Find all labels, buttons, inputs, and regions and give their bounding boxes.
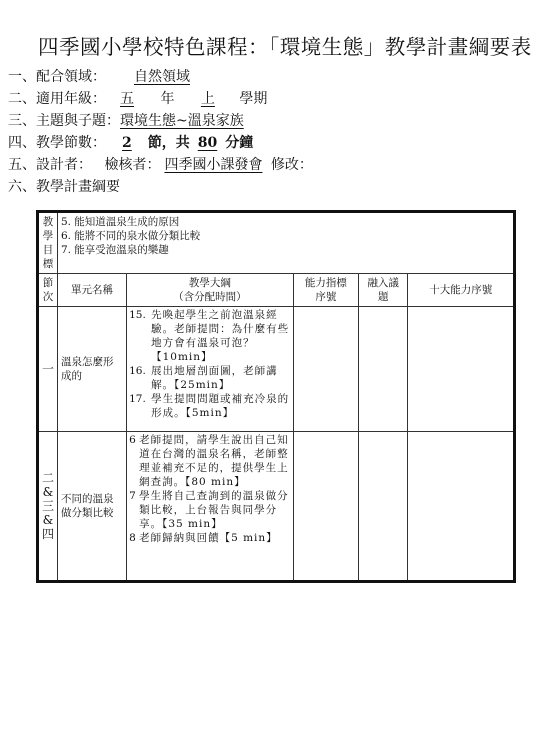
- header-integrate-line2: 題: [377, 291, 389, 303]
- info-domain: [8, 68, 218, 86]
- header-ten-abilities: 十大能力序號: [408, 274, 515, 307]
- header-session-char: 節: [42, 277, 54, 289]
- term-word: 學期: [239, 91, 268, 107]
- outline-cell: [127, 432, 294, 582]
- item-text: 老師提問，請學生說出自己知道在台灣的溫泉名稱，老師整理並補充不足的，提供學生上網查詢。【80 min】: [139, 434, 289, 488]
- item-number: 16.: [129, 365, 146, 377]
- grade-value: 五: [120, 91, 134, 107]
- info-outline-heading: [8, 178, 120, 196]
- session-char: &: [42, 485, 54, 499]
- table-row: [38, 432, 515, 582]
- outline-item: [129, 433, 291, 489]
- item-number: 7: [129, 490, 136, 502]
- session-char: 二: [41, 471, 54, 485]
- header-integrate: [358, 274, 407, 307]
- header-unit: 單元名稱: [57, 274, 126, 307]
- header-ability-line2: 序號: [315, 291, 337, 303]
- ability-cell: [293, 307, 358, 432]
- info-grade: [8, 90, 267, 108]
- reviewer-value: 四季國小課發會: [164, 157, 263, 173]
- goal-header-char: 目: [42, 244, 54, 256]
- session-char: 四: [41, 527, 54, 541]
- info-theme: [8, 112, 244, 130]
- item-text: 展出地層剖面圖，老師講解。【25min】: [151, 365, 278, 391]
- item-number: 15.: [129, 309, 146, 321]
- session-char: &: [42, 513, 54, 527]
- item-number: 6: [129, 434, 136, 446]
- outline-item: [129, 392, 291, 420]
- goal-item: 6. 能將不同的泉水做分類比較: [60, 230, 201, 242]
- header-outline-line1: 教學大綱: [188, 277, 231, 289]
- header-row: [38, 274, 515, 307]
- outline-heading-text: 六、教學計畫綱要: [8, 179, 120, 195]
- goal-header-char: 標: [42, 258, 54, 270]
- sessions-label: 四、教學節數：: [8, 135, 106, 151]
- total-minutes: 80: [197, 135, 218, 151]
- modify-label: 修改：: [270, 157, 313, 173]
- integrate-cell: [358, 307, 407, 432]
- item-text: 老師歸納與回饋【5 min】: [139, 532, 278, 544]
- plan-table: [36, 210, 516, 583]
- item-text: 學生提問問題或補充冷泉的形成。【5min】: [151, 393, 290, 419]
- info-sessions: [8, 134, 253, 152]
- header-ability-line1: 能力指標: [304, 277, 347, 289]
- header-session-char: 次: [42, 291, 54, 303]
- header-session: [38, 274, 58, 307]
- domain-label: 一、配合領域：: [8, 69, 106, 85]
- item-text: 學生將自己查詢到的溫泉做分類比較，上台報告與同學分享。【35 min】: [139, 490, 289, 530]
- domain-value: 自然領域: [134, 69, 190, 85]
- theme-value: 環境生態~溫泉家族: [120, 113, 244, 129]
- header-outline: [127, 274, 294, 307]
- goal-item: 7. 能享受泡溫泉的樂趣: [60, 244, 169, 256]
- item-text: 先喚起學生之前泡溫泉經驗。老師提問：為什麼有些地方會有溫泉可泡？【10min】: [151, 309, 290, 363]
- goals-row: [38, 212, 515, 274]
- table-row: [38, 307, 515, 432]
- ten-abilities-cell: [408, 307, 515, 432]
- unit-cell: 不同的溫泉做分類比較: [57, 432, 126, 582]
- outline-item: [129, 531, 291, 545]
- header-outline-line2: （含分配時間）: [173, 291, 247, 303]
- year-word: 年: [160, 91, 175, 107]
- designer-label: 五、設計者：: [8, 157, 92, 173]
- session-cell: 一: [38, 307, 58, 432]
- sessions-mid: 節，共: [147, 135, 190, 151]
- ten-abilities-cell: [408, 432, 515, 582]
- item-number: 17.: [129, 393, 146, 405]
- header-ability: [293, 274, 358, 307]
- document-title: 四季國小學校特色課程：「環境生態」教學計畫綱要表: [38, 35, 532, 59]
- goal-header-char: 教: [42, 216, 54, 228]
- reviewer-label: 檢核者：: [104, 157, 161, 173]
- integrate-cell: [358, 432, 407, 582]
- ability-cell: [293, 432, 358, 582]
- goal-header-char: 學: [42, 230, 54, 242]
- info-designer: [8, 156, 313, 174]
- outline-item: [129, 308, 291, 364]
- unit-cell: 溫泉怎麼形成的: [57, 307, 126, 432]
- term-value: 上: [200, 91, 215, 107]
- goal-header-cell: [38, 212, 58, 274]
- grade-label: 二、適用年級：: [8, 91, 106, 107]
- outline-cell: [127, 307, 294, 432]
- minutes-unit: 分鐘: [225, 135, 254, 151]
- sessions-count: 2: [122, 135, 132, 151]
- outline-item: [129, 489, 291, 531]
- header-integrate-line1: 融入議: [367, 277, 399, 289]
- goals-cell: [57, 212, 514, 274]
- item-number: 8: [129, 532, 136, 544]
- theme-label: 三、主題與子題：: [8, 113, 120, 129]
- session-char: 三: [41, 499, 54, 513]
- session-cell: [38, 432, 58, 582]
- outline-item: [129, 364, 291, 392]
- goal-item: 5. 能知道溫泉生成的原因: [60, 216, 180, 228]
